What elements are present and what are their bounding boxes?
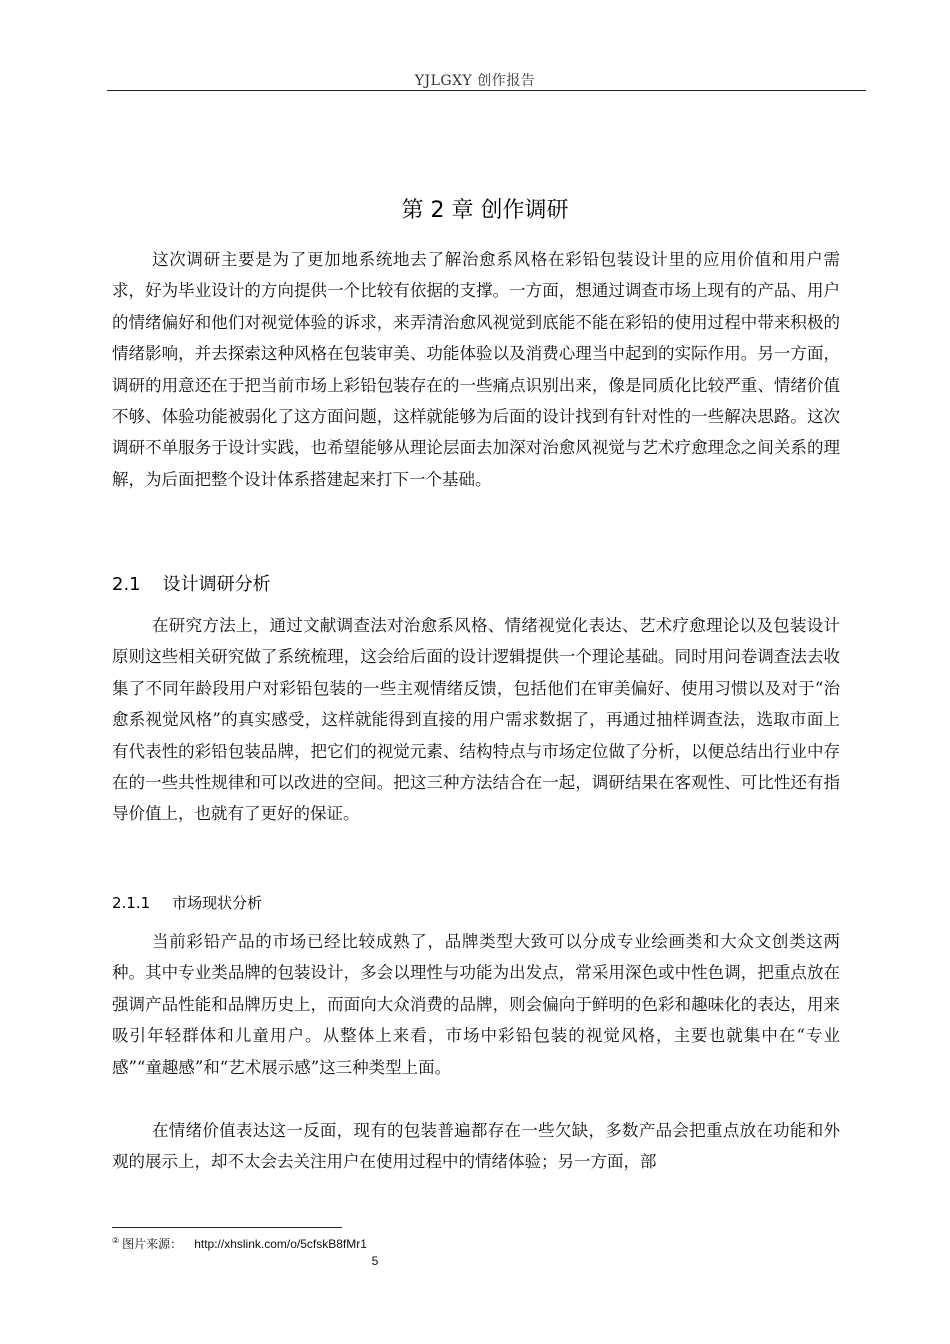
subsection-number: 2.1.1 — [112, 894, 151, 912]
section-title: 设计调研分析 — [162, 574, 271, 595]
chapter-title: 第 2 章 创作调研 — [401, 197, 569, 223]
market-paragraph-2: 在情绪价值表达这一反面，现有的包装普遍都存在一些欠缺，多数产品会把重点放在功能和外观的展示上，却不太会去关注用户在使用过程中的情绪体验；另一方面，部 — [112, 1121, 840, 1172]
footnote-mark: ② — [112, 1236, 120, 1245]
market-paragraph-1: 当前彩铅产品的市场已经比较成熟了，品牌类型大致可以分成专业绘画类和大众文创类这两种。其中专业类品牌的包装设计，多会以理性与功能为出发点，常采用深色或中性色调，把重点放在强调产品性能和品牌历史上，而面向大众消费的品牌，则会偏向于鲜明的色彩和趣味化的表达，用来吸引年轻群体和儿童用户。从整体上来看，市场中彩铅包装的视觉风格，主要也就集中在“专业感”“童趣感”和“艺术展示感”这三种类型上面。 — [112, 932, 840, 1077]
section-2-1-paragraph: 在研究方法上，通过文献调查法对治愈系风格、情绪视觉化表达、艺术疗愈理论以及包装设计原则这些相关研究做了系统梳理，这会给后面的设计逻辑提供一个理论基础。同时用问卷调查法去收集了不同年龄段用户对彩铅包装的一些主观情绪反馈，包括他们在审美偏好、使用习惯以及对于“治愈系视觉风格”的真实感受，这样就能得到直接的用户需求数据了，再通过抽样调查法，选取市面上有代表性的彩铅包装品牌，把它们的视觉元素、结构特点与市场定位做了分析，以便总结出行业中存在的一些共性规律和可以改进的空间。把这三种方法结合在一起，调研结果在客观性、可比性还有指导价值上，也就有了更好的保证。 — [112, 616, 840, 824]
footnote-divider — [112, 1227, 342, 1228]
subsection-title: 市场现状分析 — [172, 894, 263, 912]
header-divider — [107, 90, 866, 91]
running-header: YJLGXY 创作报告 — [414, 73, 536, 89]
intro-paragraph: 这次调研主要是为了更加地系统地去了解治愈系风格在彩铅包装设计里的应用价值和用户需求，好为毕业设计的方向提供一个比较有依据的支撑。一方面，想通过调查市场上现有的产品、用户的情绪偏好和他们对视觉体验的诉求，来弄清治愈风视觉到底能不能在彩铅的使用过程中带来积极的情绪影响，并去探索这种风格在包装审美、功能体验以及消费心理当中起到的实际作用。另一方面，调研的用意还在于把当前市场上彩铅包装存在的一些痛点识别出来，像是同质化比较严重、情绪价值不够、体验功能被弱化了这方面问题，这样就能够为后面的设计找到有针对性的一些解决思路。这次调研不单服务于设计实践，也希望能够从理论层面去加深对治愈风视觉与艺术疗愈理念之间关系的理解，为后面把整个设计体系搭建起来打下一个基础。 — [112, 250, 840, 489]
section-heading-2-1 — [112, 570, 271, 596]
section-number: 2.1 — [112, 574, 141, 595]
page-number: 5 — [371, 1254, 379, 1268]
footnote — [112, 1235, 367, 1252]
footnote-link[interactable]: http://xhslink.com/o/5cfskB8fMr1 — [194, 1237, 367, 1251]
footnote-label: 图片来源： — [122, 1237, 183, 1251]
section-heading-2-1-1 — [112, 892, 262, 913]
